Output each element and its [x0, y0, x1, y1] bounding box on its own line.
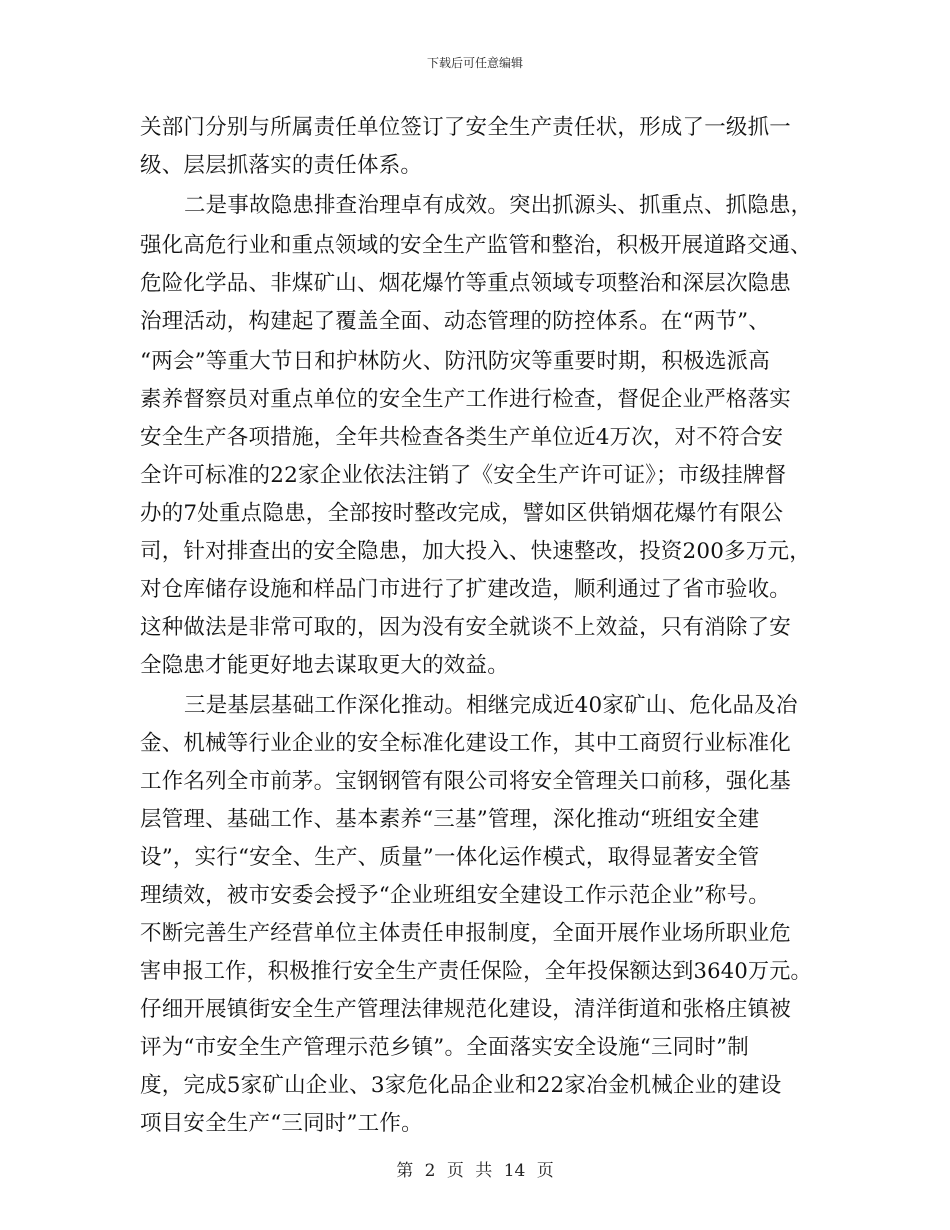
- body-line: 理绩效，被市安委会授予“企业班组安全建设工作示范企业”称号。: [140, 883, 770, 908]
- body-line: 仔细开展镇街安全生产管理法律规范化建设，清洋街道和张格庄镇被: [140, 997, 792, 1022]
- body-line: 项目安全生产“三同时”工作。: [140, 1111, 423, 1136]
- page-number-footer: 第 2 页 共 14 页: [396, 1161, 554, 1181]
- body-line: 评为“市安全生产管理示范乡镇”。全面落实安全设施“三同时”制: [140, 1035, 749, 1060]
- body-line: 素养督察员对重点单位的安全生产工作进行检查，督促企业严格落实: [140, 387, 792, 412]
- body-line: 设”，实行“安全、生产、质量”一体化运作模式，取得显著安全管: [140, 845, 760, 870]
- body-line: 全许可标准的22家企业依法注销了《安全生产许可证》；市级挂牌督: [140, 463, 787, 488]
- body-line: 强化高危行业和重点领域的安全生产监管和整治，积极开展道路交通、: [140, 233, 812, 258]
- body-line: 三是基层基础工作深化推动。相继完成近40家矿山、危化品及冶: [184, 693, 798, 718]
- body-line: 司，针对排查出的安全隐患，加大投入、快速整改，投资200多万元，: [140, 539, 811, 564]
- body-line: 对仓库储存设施和样品门市进行了扩建改造，顺利通过了省市验收。: [140, 577, 792, 602]
- body-line: 度，完成5家矿山企业、3家危化品企业和22家冶金机械企业的建设: [140, 1073, 782, 1098]
- body-line: 金、机械等行业企业的安全标准化建设工作，其中工商贸行业标准化: [140, 731, 792, 756]
- body-line: 这种做法是非常可取的，因为没有安全就谈不上效益，只有消除了安: [140, 615, 792, 640]
- body-line: 治理活动，构建起了覆盖全面、动态管理的防控体系。在“两节”、: [140, 309, 770, 334]
- body-line: 级、层层抓落实的责任体系。: [140, 153, 423, 178]
- body-line: 不断完善生产经营单位主体责任申报制度，全面开展作业场所职业危: [140, 921, 792, 946]
- body-line: 全隐患才能更好地去谋取更大的效益。: [140, 653, 509, 678]
- body-line: 关部门分别与所属责任单位签订了安全生产责任状，形成了一级抓一: [140, 115, 792, 140]
- header-note: 下载后可任意编辑: [426, 56, 523, 70]
- body-line: 工作名列全市前茅。宝钢钢管有限公司将安全管理关口前移，强化基: [140, 769, 792, 794]
- body-line: 安全生产各项措施，全年共检查各类生产单位近4万次，对不符合安: [140, 425, 784, 450]
- body-line: 层管理、基础工作、基本素养“三基”管理，深化推动“班组安全建: [140, 807, 760, 832]
- body-line: “两会”等重大节日和护林防火、防汛防灾等重要时期，积极选派高: [140, 349, 770, 374]
- body-line: 办的7处重点隐患，全部按时整改完成，譬如区供销烟花爆竹有限公: [140, 501, 784, 526]
- body-line: 二是事故隐患排查治理卓有成效。突出抓源头、抓重点、抓隐患，: [184, 193, 813, 218]
- body-line: 害申报工作，积极推行安全生产责任保险，全年投保额达到3640万元。: [140, 959, 812, 984]
- body-line: 危险化学品、非煤矿山、烟花爆竹等重点领域专项整治和深层次隐患: [140, 271, 792, 296]
